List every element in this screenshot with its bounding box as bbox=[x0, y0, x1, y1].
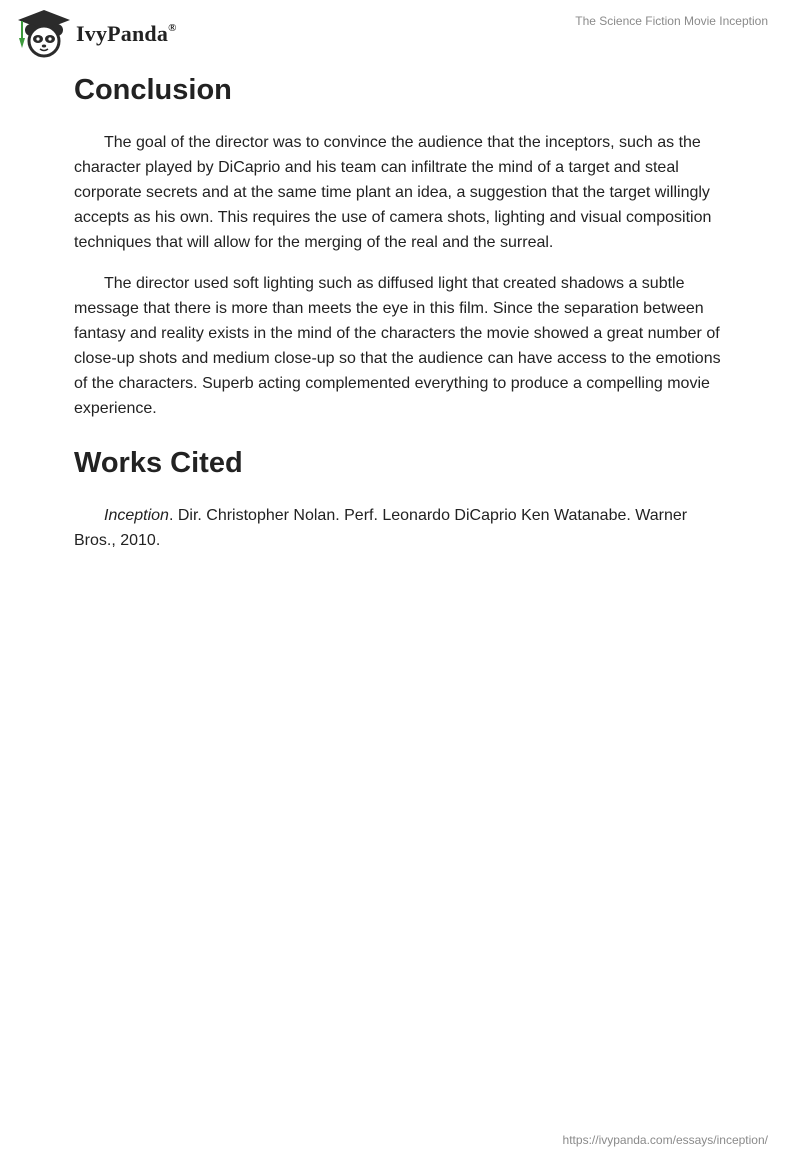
running-title: The Science Fiction Movie Inception bbox=[575, 14, 768, 28]
document-body bbox=[74, 70, 726, 569]
citation-entry bbox=[74, 503, 726, 553]
citation-title: Inception bbox=[104, 507, 169, 524]
registered-mark: ® bbox=[168, 21, 177, 34]
brand-logo[interactable] bbox=[14, 8, 177, 58]
citation-details: . Dir. Christopher Nolan. Perf. Leonardo DiCaprio Ken Watanabe. Warner Bros., 2010. bbox=[74, 507, 688, 549]
works-cited-heading: Works Cited bbox=[74, 447, 243, 479]
source-url-link[interactable]: https://ivypanda.com/essays/inception/ bbox=[562, 1133, 768, 1147]
conclusion-heading: Conclusion bbox=[74, 74, 232, 106]
panda-graduate-icon bbox=[14, 8, 74, 58]
conclusion-paragraph: The director used soft lighting such as diffused light that created shadows a subtle message that there is more than meets the eye in this film. Since the separation between fantasy and reality exists in the mind of the characters the movie showed a great number of close-up shots and medium close-up so that the audience can have access to the emotions of the characters. Superb acting complemented everything to produce a compelling movie experience. bbox=[74, 275, 721, 417]
brand-name: IvyPanda® bbox=[76, 21, 177, 46]
conclusion-paragraph: The goal of the director was to convince the audience that the inceptors, such as the character played by DiCaprio and his team can infiltrate the mind of a target and steal corporate secrets and at the same time plant an idea, a suggestion that the target willingly accepts as his own. This requires the use of camera shots, lighting and visual composition techniques that will allow for the merging of the real and the surreal. bbox=[74, 134, 712, 251]
